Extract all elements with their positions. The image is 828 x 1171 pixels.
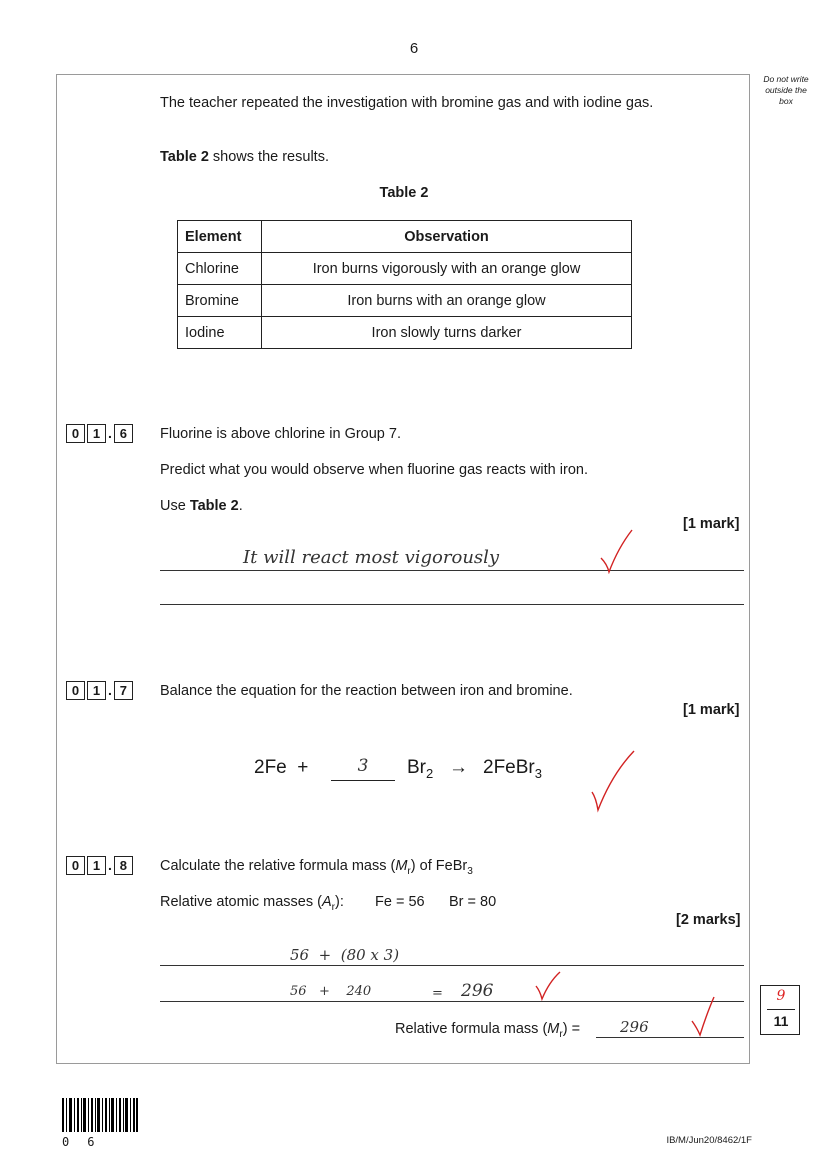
answer-line [160,570,744,571]
table-reference-bold: Table 2 [160,149,209,165]
handwritten-answer-016: It will react most vigorously [243,547,500,568]
question-018-marks: [2 marks] [676,912,741,928]
margin-note-line: box [779,96,793,106]
score-box [760,985,800,1035]
instruction-bold: Table 2 [189,498,239,514]
question-digit: 1 [87,856,106,875]
table-cell-element: Chlorine [178,253,262,285]
question-017-text: Balance the equation for the reaction between iron and bromine. [160,683,573,699]
answer-line [160,965,744,966]
answer-line [160,1001,744,1002]
question-digit: 0 [66,856,85,875]
handwritten-result: 296 [461,981,494,1001]
question-digit: 0 [66,424,85,443]
table-cell-element: Iodine [178,317,262,349]
margin-note [752,74,820,107]
question-017-marks: [1 mark] [683,702,740,718]
question-digit: 7 [114,681,133,700]
question-dot: . [108,857,112,873]
table-header-row [178,221,632,253]
question-digit: 0 [66,681,85,700]
equation-reactant [407,757,433,781]
table-cell-observation: Iron slowly turns darker [262,317,632,349]
barcode-icon [62,1098,138,1132]
table-cell-observation: Iron burns vigorously with an orange glow [262,253,632,285]
page-number: 6 [409,40,419,57]
question-016-prompt: Predict what you would observe when fluorine gas reacts with iron. [160,462,588,478]
text-part: r [331,901,336,913]
question-dot: . [108,425,112,441]
question-016-instruction [160,497,243,515]
score-divider [767,1009,795,1010]
question-digit: 8 [114,856,133,875]
bromine-subscript: 2 [426,765,434,781]
margin-note-line: outside the [765,85,807,95]
barcode-number: 06 [62,1135,113,1149]
score-awarded: 9 [776,988,786,1004]
score-total: 11 [773,1013,789,1029]
bromine-symbol: Br [407,757,426,778]
product-formula: 2FeBr [483,757,535,778]
question-number-016 [66,424,135,443]
question-number-018 [66,856,135,875]
handwritten-coefficient: 3 [357,756,369,776]
margin-note-line: Do not write [763,74,809,84]
question-016-statement: Fluorine is above chlorine in Group 7. [160,426,401,442]
relative-atomic-masses-label [160,893,344,917]
question-016-marks: [1 mark] [683,516,740,532]
intro-text: The teacher repeated the investigation with bromine gas and with iodine gas. [160,95,654,111]
text-part: M [395,858,408,874]
reaction-arrow: → [449,757,468,778]
text-part: M [547,1021,560,1037]
text-part: A [321,894,332,910]
table-row [178,285,632,317]
table-reference [160,148,329,166]
answer-line [596,1037,744,1038]
text-part: ) of FeBr [410,858,468,874]
question-number-017 [66,681,135,700]
equation-left: 2Fe + [254,757,309,778]
table-cell-element: Bromine [178,285,262,317]
results-table [177,220,632,349]
tick-mark-icon [534,970,562,1002]
footer-reference: IB/M/Jun20/8462/1F [666,1135,752,1146]
question-digit: 1 [87,424,106,443]
table-row [178,317,632,349]
text-part: Relative formula mass ( [395,1021,548,1037]
product-subscript: 3 [534,765,542,781]
question-digit: 1 [87,681,106,700]
text-part: ) = [562,1021,581,1037]
question-dot: . [108,682,112,698]
equation-product [483,757,542,781]
text-part: r [407,865,411,877]
question-018-text [160,857,473,881]
handwritten-working-2: 56 + 240 [290,984,372,999]
text-part: Calculate the relative formula mass ( [160,858,396,874]
answer-line [160,604,744,605]
text-part: ): [335,894,344,910]
table-reference-rest: shows the results. [208,149,329,165]
relative-formula-mass-label [395,1020,580,1044]
handwritten-final-answer: 296 [620,1018,649,1036]
table-header-observation: Observation [262,221,632,253]
text-part: Relative atomic masses ( [160,894,322,910]
table-header-element: Element [178,221,262,253]
table-caption: Table 2 [379,185,429,201]
table-row [178,253,632,285]
text-part: r [559,1028,563,1040]
instruction-pre: Use [160,498,190,514]
handwritten-working-1: 56 + (80 x 3) [290,946,400,964]
tick-mark-icon [598,528,634,574]
equation-blank [331,756,395,781]
tick-mark-icon [588,748,636,814]
br-mass: Br = 80 [449,894,497,910]
handwritten-equals: = [432,986,443,1001]
text-part: 3 [467,865,473,877]
tick-mark-icon [690,995,718,1037]
fe-mass: Fe = 56 [375,894,425,910]
question-digit: 6 [114,424,133,443]
table-cell-observation: Iron burns with an orange glow [262,285,632,317]
instruction-post: . [238,498,243,514]
